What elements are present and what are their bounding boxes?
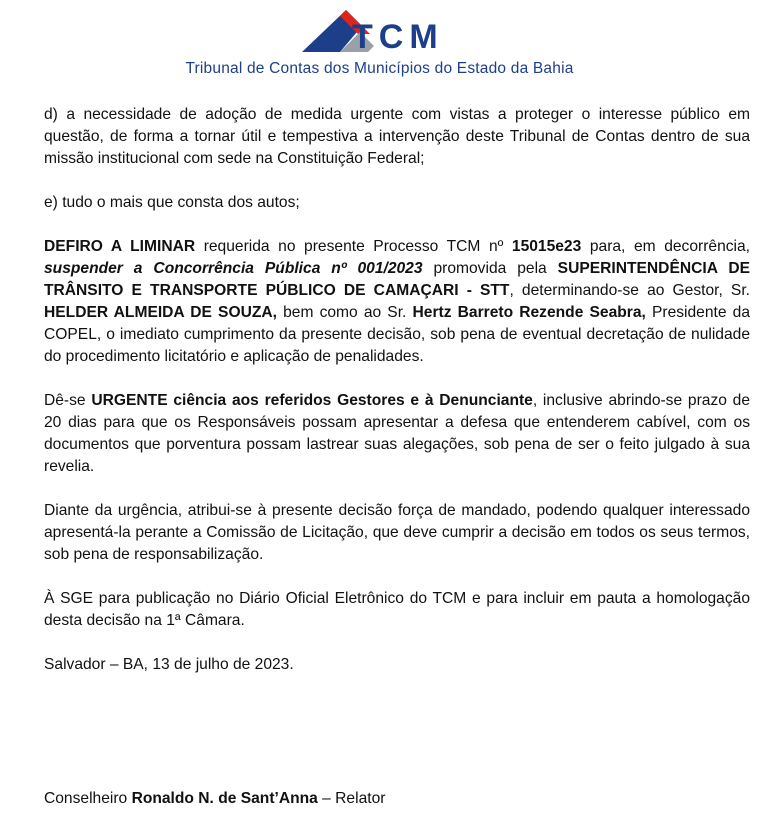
paragraph-e: e) tudo o mais que consta dos autos; [44,194,300,211]
signature-line [44,790,385,808]
paragraph-sge: À SGE para publicação no Diário Oficial Eletrônico do TCM e para incluir em pauta a homologação desta decisão na 1ª Câmara. [44,590,750,629]
president-name: Hertz Barreto Rezende Seabra, [412,304,646,321]
document-body [44,104,750,698]
paragraph-d: d) a necessidade de adoção de medida urgente com vistas a proteger o interesse público em questão, de forma a tornar útil e tempestiva a intervenção deste Tribunal de Contas dentro de sua missão institucional com sede na Constituição Federal; [44,106,750,167]
signature-title: Conselheiro [44,790,132,807]
paragraph-defiro [44,236,750,368]
suspension-phrase: suspender a Concorrência Pública nº 001/2023 [44,260,423,277]
text-run: , inclusive abrindo-se prazo de 20 dias para que os Responsáveis possam apresentar a defesa que entenderem cabível, com os documentos que porventura possam lastrear suas alegações, sob pena de ser o feito julgado à sua revelia. [44,392,751,475]
agency-name: SUPERINTENDÊNCIA DE TRÂNSITO E TRANSPORTE PÚBLICO DE CAMAÇARI - STT [44,260,750,299]
text-run: bem como ao Sr. [276,304,413,321]
gestor-name: HELDER ALMEIDA DE SOUZA, [44,304,277,321]
text-run: promovida pela [422,260,558,277]
signatory-name: Ronaldo N. de Sant’Anna [131,790,318,807]
letterhead [0,0,759,90]
text-run: Presidente da COPEL, o imediato cumprimento da presente decisão, sob pena de eventual decretação de nulidade do procedimento licitatório e aplicação de penalidades. [44,304,751,365]
document-date: Salvador – BA, 13 de julho de 2023. [44,656,294,673]
paragraph-diante: Diante da urgência, atribui-se à presente decisão força de mandado, podendo qualquer interessado apresentá-la perante a Comissão de Licitação, que deve cumprir a decisão em todos os seus termos, sob pena de responsabilização. [44,502,750,563]
text-run: para, em decorrência, [581,238,751,255]
process-number: 15015e23 [511,238,582,255]
institution-name: Tribunal de Contas dos Municípios do Estado da Bahia [185,60,574,77]
text-run: Dê-se [44,392,92,409]
text-run: requerida no presente Processo TCM nº [195,238,512,255]
defiro-heading: DEFIRO A LIMINAR [44,238,196,255]
signature-role: – Relator [317,790,386,807]
logo-wordmark: TCM [352,18,444,56]
paragraph-dese [44,390,750,478]
urgent-notice: URGENTE ciência aos referidos Gestores e à Denunciante [91,392,533,409]
text-run: , determinando-se ao Gestor, Sr. [509,282,750,299]
